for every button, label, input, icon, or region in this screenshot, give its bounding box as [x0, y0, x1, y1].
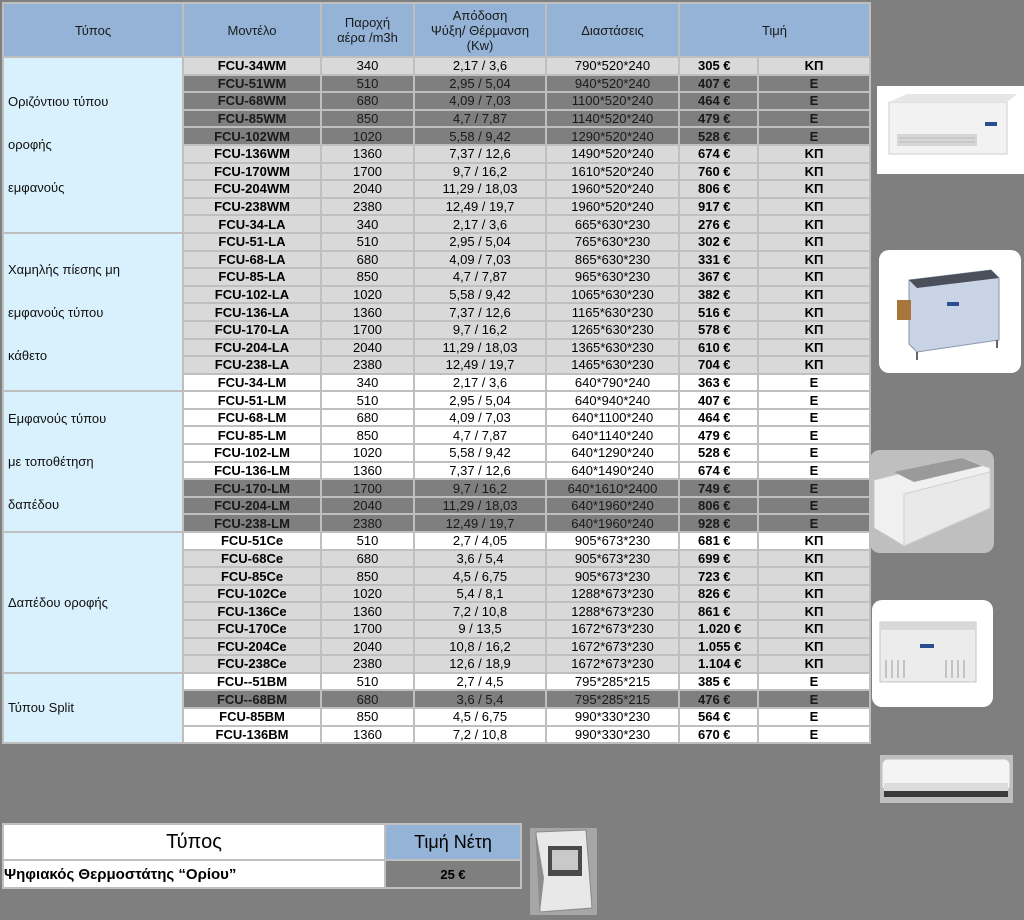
price-cell: 305 €	[679, 57, 758, 75]
class-cell: Ε	[758, 726, 870, 744]
dimensions-cell: 640*1290*240	[546, 444, 679, 462]
price-cell: 861 €	[679, 602, 758, 620]
header-performance-line2: Ψύξη/ Θέρμανση	[430, 22, 530, 38]
model-cell: FCU-204WM	[183, 180, 321, 198]
airflow-cell: 1700	[321, 321, 414, 339]
airflow-cell: 2380	[321, 655, 414, 673]
dimensions-cell: 1672*673*230	[546, 655, 679, 673]
airflow-cell: 510	[321, 673, 414, 691]
model-cell: FCU-136-LA	[183, 303, 321, 321]
performance-cell: 7,2 / 10,8	[414, 602, 546, 620]
performance-cell: 12,49 / 19,7	[414, 514, 546, 532]
price-cell: 367 €	[679, 268, 758, 286]
airflow-cell: 850	[321, 708, 414, 726]
class-cell: ΚΠ	[758, 620, 870, 638]
thermostat-price-header: Τιμή Νέτη	[385, 824, 521, 860]
dimensions-cell: 1065*630*230	[546, 286, 679, 304]
airflow-cell: 1360	[321, 602, 414, 620]
dimensions-cell: 640*1960*240	[546, 497, 679, 515]
performance-cell: 10,8 / 16,2	[414, 638, 546, 656]
thermostat-type-header: Τύπος	[3, 824, 385, 860]
price-cell: 723 €	[679, 567, 758, 585]
price-cell: 302 €	[679, 233, 758, 251]
dimensions-cell: 940*520*240	[546, 75, 679, 93]
airflow-cell: 680	[321, 92, 414, 110]
dimensions-cell: 1672*673*230	[546, 620, 679, 638]
group-label-line: με τοποθέτηση	[8, 454, 94, 470]
model-cell: FCU-170WM	[183, 163, 321, 181]
dimensions-cell: 1165*630*230	[546, 303, 679, 321]
class-cell: ΚΠ	[758, 145, 870, 163]
model-cell: FCU-204-LA	[183, 339, 321, 357]
model-cell: FCU-68-LA	[183, 251, 321, 269]
performance-cell: 7,2 / 10,8	[414, 726, 546, 744]
model-cell: FCU-170-LM	[183, 479, 321, 497]
airflow-cell: 340	[321, 215, 414, 233]
model-cell: FCU-68Ce	[183, 550, 321, 568]
dimensions-cell: 905*673*230	[546, 550, 679, 568]
group-label-line: Χαμηλής πίεσης μη	[8, 261, 121, 277]
price-cell: 363 €	[679, 374, 758, 392]
airflow-cell: 1360	[321, 726, 414, 744]
group-label-line: εμφανούς τύπου	[8, 304, 104, 320]
model-cell: FCU-85BM	[183, 708, 321, 726]
model-cell: FCU-204-LM	[183, 497, 321, 515]
performance-cell: 3,6 / 5,4	[414, 550, 546, 568]
table-row	[3, 673, 870, 691]
class-cell: Ε	[758, 409, 870, 427]
price-cell: 749 €	[679, 479, 758, 497]
performance-cell: 3,6 / 5,4	[414, 690, 546, 708]
performance-cell: 11,29 / 18,03	[414, 339, 546, 357]
class-cell: ΚΠ	[758, 215, 870, 233]
performance-cell: 7,37 / 12,6	[414, 145, 546, 163]
airflow-cell: 850	[321, 426, 414, 444]
price-cell: 331 €	[679, 251, 758, 269]
group-label	[3, 391, 183, 532]
thermostat-name: Ψηφιακός Θερμοστάτης “Ορίου”	[3, 860, 385, 888]
header-performance-line3: (Kw)	[466, 37, 494, 53]
thermostat-price: 25 €	[385, 860, 521, 888]
price-cell: 476 €	[679, 690, 758, 708]
performance-cell: 9,7 / 16,2	[414, 321, 546, 339]
class-cell: ΚΠ	[758, 567, 870, 585]
performance-cell: 2,17 / 3,6	[414, 215, 546, 233]
performance-cell: 4,09 / 7,03	[414, 92, 546, 110]
class-cell: Ε	[758, 514, 870, 532]
group-label	[3, 57, 183, 233]
class-cell: Ε	[758, 426, 870, 444]
class-cell: ΚΠ	[758, 57, 870, 75]
performance-cell: 12,6 / 18,9	[414, 655, 546, 673]
model-cell: FCU-170Ce	[183, 620, 321, 638]
table-row	[3, 391, 870, 409]
dimensions-cell: 1288*673*230	[546, 585, 679, 603]
price-cell: 1.104 €	[679, 655, 758, 673]
dimensions-cell: 905*673*230	[546, 567, 679, 585]
class-cell: Ε	[758, 673, 870, 691]
price-cell: 1.020 €	[679, 620, 758, 638]
performance-cell: 5,58 / 9,42	[414, 127, 546, 145]
price-cell: 276 €	[679, 215, 758, 233]
class-cell: ΚΠ	[758, 286, 870, 304]
price-cell: 704 €	[679, 356, 758, 374]
class-cell: ΚΠ	[758, 356, 870, 374]
header-performance	[414, 3, 546, 57]
performance-cell: 9,7 / 16,2	[414, 163, 546, 181]
airflow-cell: 2040	[321, 180, 414, 198]
dimensions-cell: 990*330*230	[546, 726, 679, 744]
price-cell: 479 €	[679, 426, 758, 444]
airflow-cell: 340	[321, 57, 414, 75]
model-cell: FCU-85-LM	[183, 426, 321, 444]
class-cell: ΚΠ	[758, 163, 870, 181]
ceiling-fan-coil-unit-image	[877, 86, 1024, 174]
header-airflow-line2: αέρα /m3h	[337, 30, 398, 45]
group-label	[3, 673, 183, 743]
class-cell: Ε	[758, 497, 870, 515]
model-cell: FCU-34WM	[183, 57, 321, 75]
performance-cell: 4,5 / 6,75	[414, 708, 546, 726]
airflow-cell: 340	[321, 374, 414, 392]
header-airflow-line1: Παροχή	[344, 15, 391, 30]
dimensions-cell: 1610*520*240	[546, 163, 679, 181]
airflow-cell: 510	[321, 75, 414, 93]
group-label	[3, 233, 183, 391]
class-cell: Ε	[758, 444, 870, 462]
price-cell: 674 €	[679, 462, 758, 480]
airflow-cell: 680	[321, 550, 414, 568]
airflow-cell: 1020	[321, 286, 414, 304]
class-cell: ΚΠ	[758, 303, 870, 321]
dimensions-cell: 965*630*230	[546, 268, 679, 286]
performance-cell: 5,4 / 8,1	[414, 585, 546, 603]
performance-cell: 2,7 / 4,5	[414, 673, 546, 691]
dimensions-cell: 640*1100*240	[546, 409, 679, 427]
model-cell: FCU-238-LM	[183, 514, 321, 532]
model-cell: FCU-51Ce	[183, 532, 321, 550]
header-dimensions: Διαστάσεις	[546, 3, 679, 57]
dimensions-cell: 640*1140*240	[546, 426, 679, 444]
table-row	[3, 532, 870, 550]
group-label	[3, 532, 183, 673]
class-cell: Ε	[758, 110, 870, 128]
group-label-line: Δαπέδου οροφής	[8, 594, 108, 610]
model-cell: FCU-238WM	[183, 198, 321, 216]
class-cell: Ε	[758, 92, 870, 110]
group-label-line: δαπέδου	[8, 497, 60, 513]
class-cell: Ε	[758, 462, 870, 480]
performance-cell: 12,49 / 19,7	[414, 198, 546, 216]
class-cell: ΚΠ	[758, 180, 870, 198]
airflow-cell: 1020	[321, 585, 414, 603]
class-cell: Ε	[758, 75, 870, 93]
model-cell: FCU-136BM	[183, 726, 321, 744]
price-cell: 674 €	[679, 145, 758, 163]
thermostat-image	[530, 828, 597, 915]
model-cell: FCU-136WM	[183, 145, 321, 163]
price-cell: 760 €	[679, 163, 758, 181]
dimensions-cell: 1465*630*230	[546, 356, 679, 374]
table-row	[3, 57, 870, 75]
group-label-line: κάθετο	[8, 347, 48, 363]
model-cell: FCU-204Ce	[183, 638, 321, 656]
airflow-cell: 850	[321, 567, 414, 585]
model-cell: FCU--51BM	[183, 673, 321, 691]
price-cell: 382 €	[679, 286, 758, 304]
class-cell: ΚΠ	[758, 251, 870, 269]
class-cell: Ε	[758, 690, 870, 708]
price-cell: 479 €	[679, 110, 758, 128]
dimensions-cell: 1672*673*230	[546, 638, 679, 656]
dimensions-cell: 905*673*230	[546, 532, 679, 550]
class-cell: ΚΠ	[758, 655, 870, 673]
class-cell: Ε	[758, 479, 870, 497]
model-cell: FCU-68-LM	[183, 409, 321, 427]
group-label-line: Τύπου Split	[8, 700, 74, 716]
dimensions-cell: 990*330*230	[546, 708, 679, 726]
airflow-cell: 680	[321, 690, 414, 708]
header-type: Τύπος	[3, 3, 183, 57]
floor-fan-coil-unit-image	[870, 450, 994, 553]
price-cell: 928 €	[679, 514, 758, 532]
airflow-cell: 2040	[321, 638, 414, 656]
model-cell: FCU-238-LA	[183, 356, 321, 374]
airflow-cell: 1020	[321, 127, 414, 145]
dimensions-cell: 765*630*230	[546, 233, 679, 251]
class-cell: ΚΠ	[758, 233, 870, 251]
airflow-cell: 2040	[321, 497, 414, 515]
table-row	[3, 233, 870, 251]
airflow-cell: 2380	[321, 514, 414, 532]
dimensions-cell: 795*285*215	[546, 690, 679, 708]
performance-cell: 5,58 / 9,42	[414, 286, 546, 304]
price-cell: 407 €	[679, 391, 758, 409]
class-cell: Ε	[758, 127, 870, 145]
performance-cell: 4,09 / 7,03	[414, 409, 546, 427]
price-cell: 578 €	[679, 321, 758, 339]
price-cell: 464 €	[679, 92, 758, 110]
dimensions-cell: 1960*520*240	[546, 180, 679, 198]
performance-cell: 7,37 / 12,6	[414, 303, 546, 321]
dimensions-cell: 790*520*240	[546, 57, 679, 75]
price-cell: 385 €	[679, 673, 758, 691]
dimensions-cell: 865*630*230	[546, 251, 679, 269]
airflow-cell: 2380	[321, 198, 414, 216]
price-cell: 528 €	[679, 444, 758, 462]
airflow-cell: 1360	[321, 145, 414, 163]
performance-cell: 12,49 / 19,7	[414, 356, 546, 374]
price-cell: 806 €	[679, 180, 758, 198]
dimensions-cell: 640*940*240	[546, 391, 679, 409]
header-price: Τιμή	[679, 3, 870, 57]
class-cell: ΚΠ	[758, 638, 870, 656]
price-cell: 464 €	[679, 409, 758, 427]
performance-cell: 2,7 / 4,05	[414, 532, 546, 550]
model-cell: FCU-85-LA	[183, 268, 321, 286]
model-cell: FCU-34-LA	[183, 215, 321, 233]
model-cell: FCU-102Ce	[183, 585, 321, 603]
class-cell: Ε	[758, 391, 870, 409]
model-cell: FCU-68WM	[183, 92, 321, 110]
class-cell: ΚΠ	[758, 339, 870, 357]
class-cell: ΚΠ	[758, 550, 870, 568]
model-cell: FCU-85WM	[183, 110, 321, 128]
model-cell: FCU-51-LA	[183, 233, 321, 251]
airflow-cell: 1360	[321, 303, 414, 321]
model-cell: FCU-170-LA	[183, 321, 321, 339]
airflow-cell: 1700	[321, 163, 414, 181]
airflow-cell: 1700	[321, 479, 414, 497]
class-cell: Ε	[758, 708, 870, 726]
performance-cell: 4,09 / 7,03	[414, 251, 546, 269]
price-cell: 528 €	[679, 127, 758, 145]
airflow-cell: 510	[321, 391, 414, 409]
performance-cell: 2,17 / 3,6	[414, 374, 546, 392]
dimensions-cell: 795*285*215	[546, 673, 679, 691]
dimensions-cell: 1265*630*230	[546, 321, 679, 339]
price-cell: 1.055 €	[679, 638, 758, 656]
dimensions-cell: 640*790*240	[546, 374, 679, 392]
dimensions-cell: 640*1960*240	[546, 514, 679, 532]
concealed-vertical-fan-coil-image	[879, 250, 1021, 373]
dimensions-cell: 1140*520*240	[546, 110, 679, 128]
price-table	[2, 2, 871, 744]
airflow-cell: 510	[321, 532, 414, 550]
class-cell: ΚΠ	[758, 321, 870, 339]
ceiling-floor-unit-image	[872, 600, 993, 707]
model-cell: FCU--68BM	[183, 690, 321, 708]
model-cell: FCU-34-LM	[183, 374, 321, 392]
class-cell: ΚΠ	[758, 602, 870, 620]
performance-cell: 9 / 13,5	[414, 620, 546, 638]
performance-cell: 11,29 / 18,03	[414, 497, 546, 515]
thermostat-table	[2, 823, 522, 889]
airflow-cell: 680	[321, 409, 414, 427]
price-cell: 610 €	[679, 339, 758, 357]
performance-cell: 2,95 / 5,04	[414, 75, 546, 93]
airflow-cell: 1700	[321, 620, 414, 638]
model-cell: FCU-238Ce	[183, 655, 321, 673]
dimensions-cell: 1365*630*230	[546, 339, 679, 357]
model-cell: FCU-51-LM	[183, 391, 321, 409]
class-cell: ΚΠ	[758, 532, 870, 550]
airflow-cell: 2040	[321, 339, 414, 357]
performance-cell: 2,95 / 5,04	[414, 391, 546, 409]
header-airflow	[321, 3, 414, 57]
dimensions-cell: 665*630*230	[546, 215, 679, 233]
price-cell: 407 €	[679, 75, 758, 93]
group-label-line: Εμφανούς τύπου	[8, 411, 107, 427]
group-label-line: Οριζόντιου τύπου	[8, 94, 109, 110]
price-cell: 564 €	[679, 708, 758, 726]
model-cell: FCU-136-LM	[183, 462, 321, 480]
class-cell: Ε	[758, 374, 870, 392]
airflow-cell: 850	[321, 110, 414, 128]
price-cell: 670 €	[679, 726, 758, 744]
performance-cell: 4,7 / 7,87	[414, 268, 546, 286]
price-cell: 826 €	[679, 585, 758, 603]
airflow-cell: 680	[321, 251, 414, 269]
dimensions-cell: 1960*520*240	[546, 198, 679, 216]
price-cell: 699 €	[679, 550, 758, 568]
model-cell: FCU-102-LM	[183, 444, 321, 462]
performance-cell: 7,37 / 12,6	[414, 462, 546, 480]
class-cell: ΚΠ	[758, 198, 870, 216]
group-label-line: οροφής	[8, 137, 52, 153]
class-cell: ΚΠ	[758, 585, 870, 603]
performance-cell: 4,7 / 7,87	[414, 110, 546, 128]
dimensions-cell: 640*1490*240	[546, 462, 679, 480]
airflow-cell: 2380	[321, 356, 414, 374]
price-cell: 516 €	[679, 303, 758, 321]
group-label-line: εμφανούς	[8, 180, 65, 196]
dimensions-cell: 1100*520*240	[546, 92, 679, 110]
model-cell: FCU-136Ce	[183, 602, 321, 620]
class-cell: ΚΠ	[758, 268, 870, 286]
price-cell: 806 €	[679, 497, 758, 515]
model-cell: FCU-85Ce	[183, 567, 321, 585]
table-header-row	[3, 3, 870, 57]
performance-cell: 2,17 / 3,6	[414, 57, 546, 75]
performance-cell: 4,5 / 6,75	[414, 567, 546, 585]
airflow-cell: 1020	[321, 444, 414, 462]
performance-cell: 4,7 / 7,87	[414, 426, 546, 444]
model-cell: FCU-51WM	[183, 75, 321, 93]
model-cell: FCU-102-LA	[183, 286, 321, 304]
airflow-cell: 510	[321, 233, 414, 251]
airflow-cell: 850	[321, 268, 414, 286]
price-cell: 681 €	[679, 532, 758, 550]
performance-cell: 11,29 / 18,03	[414, 180, 546, 198]
performance-cell: 5,58 / 9,42	[414, 444, 546, 462]
model-cell: FCU-102WM	[183, 127, 321, 145]
dimensions-cell: 640*1610*2400	[546, 479, 679, 497]
dimensions-cell: 1288*673*230	[546, 602, 679, 620]
airflow-cell: 1360	[321, 462, 414, 480]
dimensions-cell: 1290*520*240	[546, 127, 679, 145]
header-model: Μοντέλο	[183, 3, 321, 57]
dimensions-cell: 1490*520*240	[546, 145, 679, 163]
performance-cell: 2,95 / 5,04	[414, 233, 546, 251]
header-performance-line1: Απόδοση	[452, 7, 508, 23]
performance-cell: 9,7 / 16,2	[414, 479, 546, 497]
price-cell: 917 €	[679, 198, 758, 216]
split-wall-unit-image	[880, 755, 1013, 803]
